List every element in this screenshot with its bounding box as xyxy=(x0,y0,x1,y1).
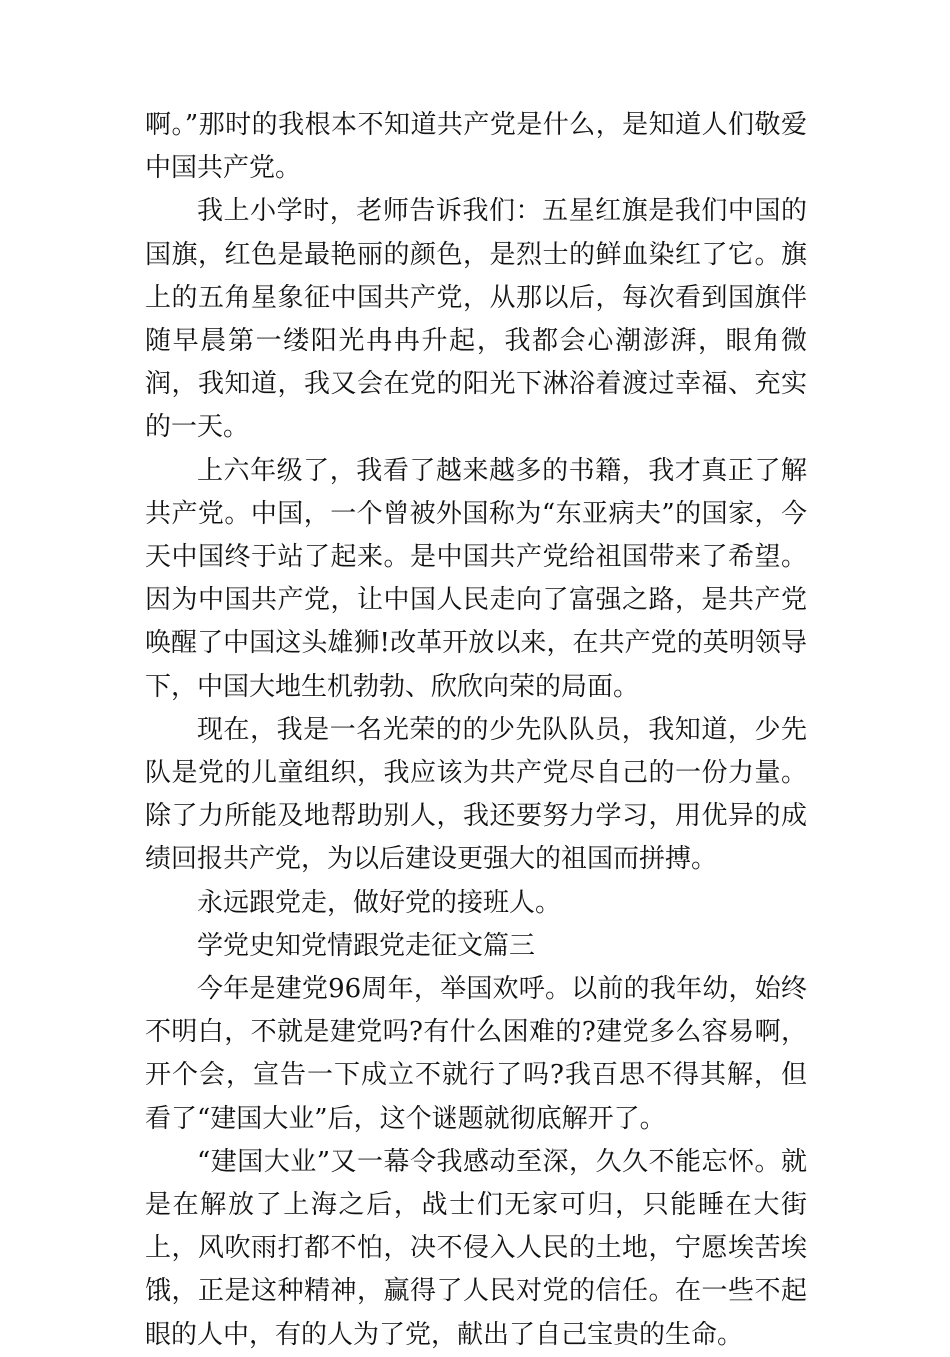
paragraph-founding-epic: “建国大业”又一幕令我感动至深，久久不能忘怀。就是在解放了上海之后，战士们无家可归，只能睡在大街上，风吹雨打都不怕，决不侵入人民的土地，宁愿埃苦埃饿，正是这种精神，赢得了人民对党的信任。在一些不起眼的人中，有的人为了党，献出了自己宝贵的生命。 xyxy=(145,1146,807,1350)
paragraph-continued: 啊。”那时的我根本不知道共产党是什么，是知道人们敬爱中国共产党。 xyxy=(145,110,807,184)
paragraph-sixth-grade: 上六年级了，我看了越来越多的书籍，我才真正了解共产党。中国，一个曾被外国称为“东亚病夫”的国家，今天中国终于站了起来。是中国共产党给祖国带来了希望。因为中国共产党，让中国人民走向了富强之路，是共产党唤醒了中国这头雄狮!改革开放以来，在共产党的英明领导下，中国大地生机勃勃、欣欣向荣的局面。 xyxy=(145,455,807,702)
section-heading: 学党史知党情跟党走征文篇三 xyxy=(197,930,536,961)
essay-body xyxy=(145,104,807,1357)
paragraph-flag: 我上小学时，老师告诉我们：五星红旗是我们中国的国旗，红色是最艳丽的颜色，是烈士的鲜血染红了它。旗上的五角星象征中国共产党，从那以后，每次看到国旗伴随早晨第一缕阳光冉冉升起，我都会心潮澎湃，眼角微润，我知道，我又会在党的阳光下淋浴着渡过幸福、充实的一天。 xyxy=(145,196,807,443)
paragraph-young-pioneer: 现在，我是一名光荣的的少先队队员，我知道，少先队是党的儿童组织，我应该为共产党尽自己的一份力量。除了力所能及地帮助别人，我还要努力学习，用优异的成绩回报共产党，为以后建设更强大的祖国而拼搏。 xyxy=(145,714,807,875)
paragraph-anniversary: 今年是建党96周年，举国欢呼。以前的我年幼，始终不明白，不就是建党吗?有什么困难的?建党多么容易啊，开个会，宣告一下成立不就行了吗?我百思不得其解，但看了“建国大业”后，这个谜题就彻底解开了。 xyxy=(145,974,807,1134)
paragraph-follow-party: 永远跟党走，做好党的接班人。 xyxy=(197,887,562,918)
